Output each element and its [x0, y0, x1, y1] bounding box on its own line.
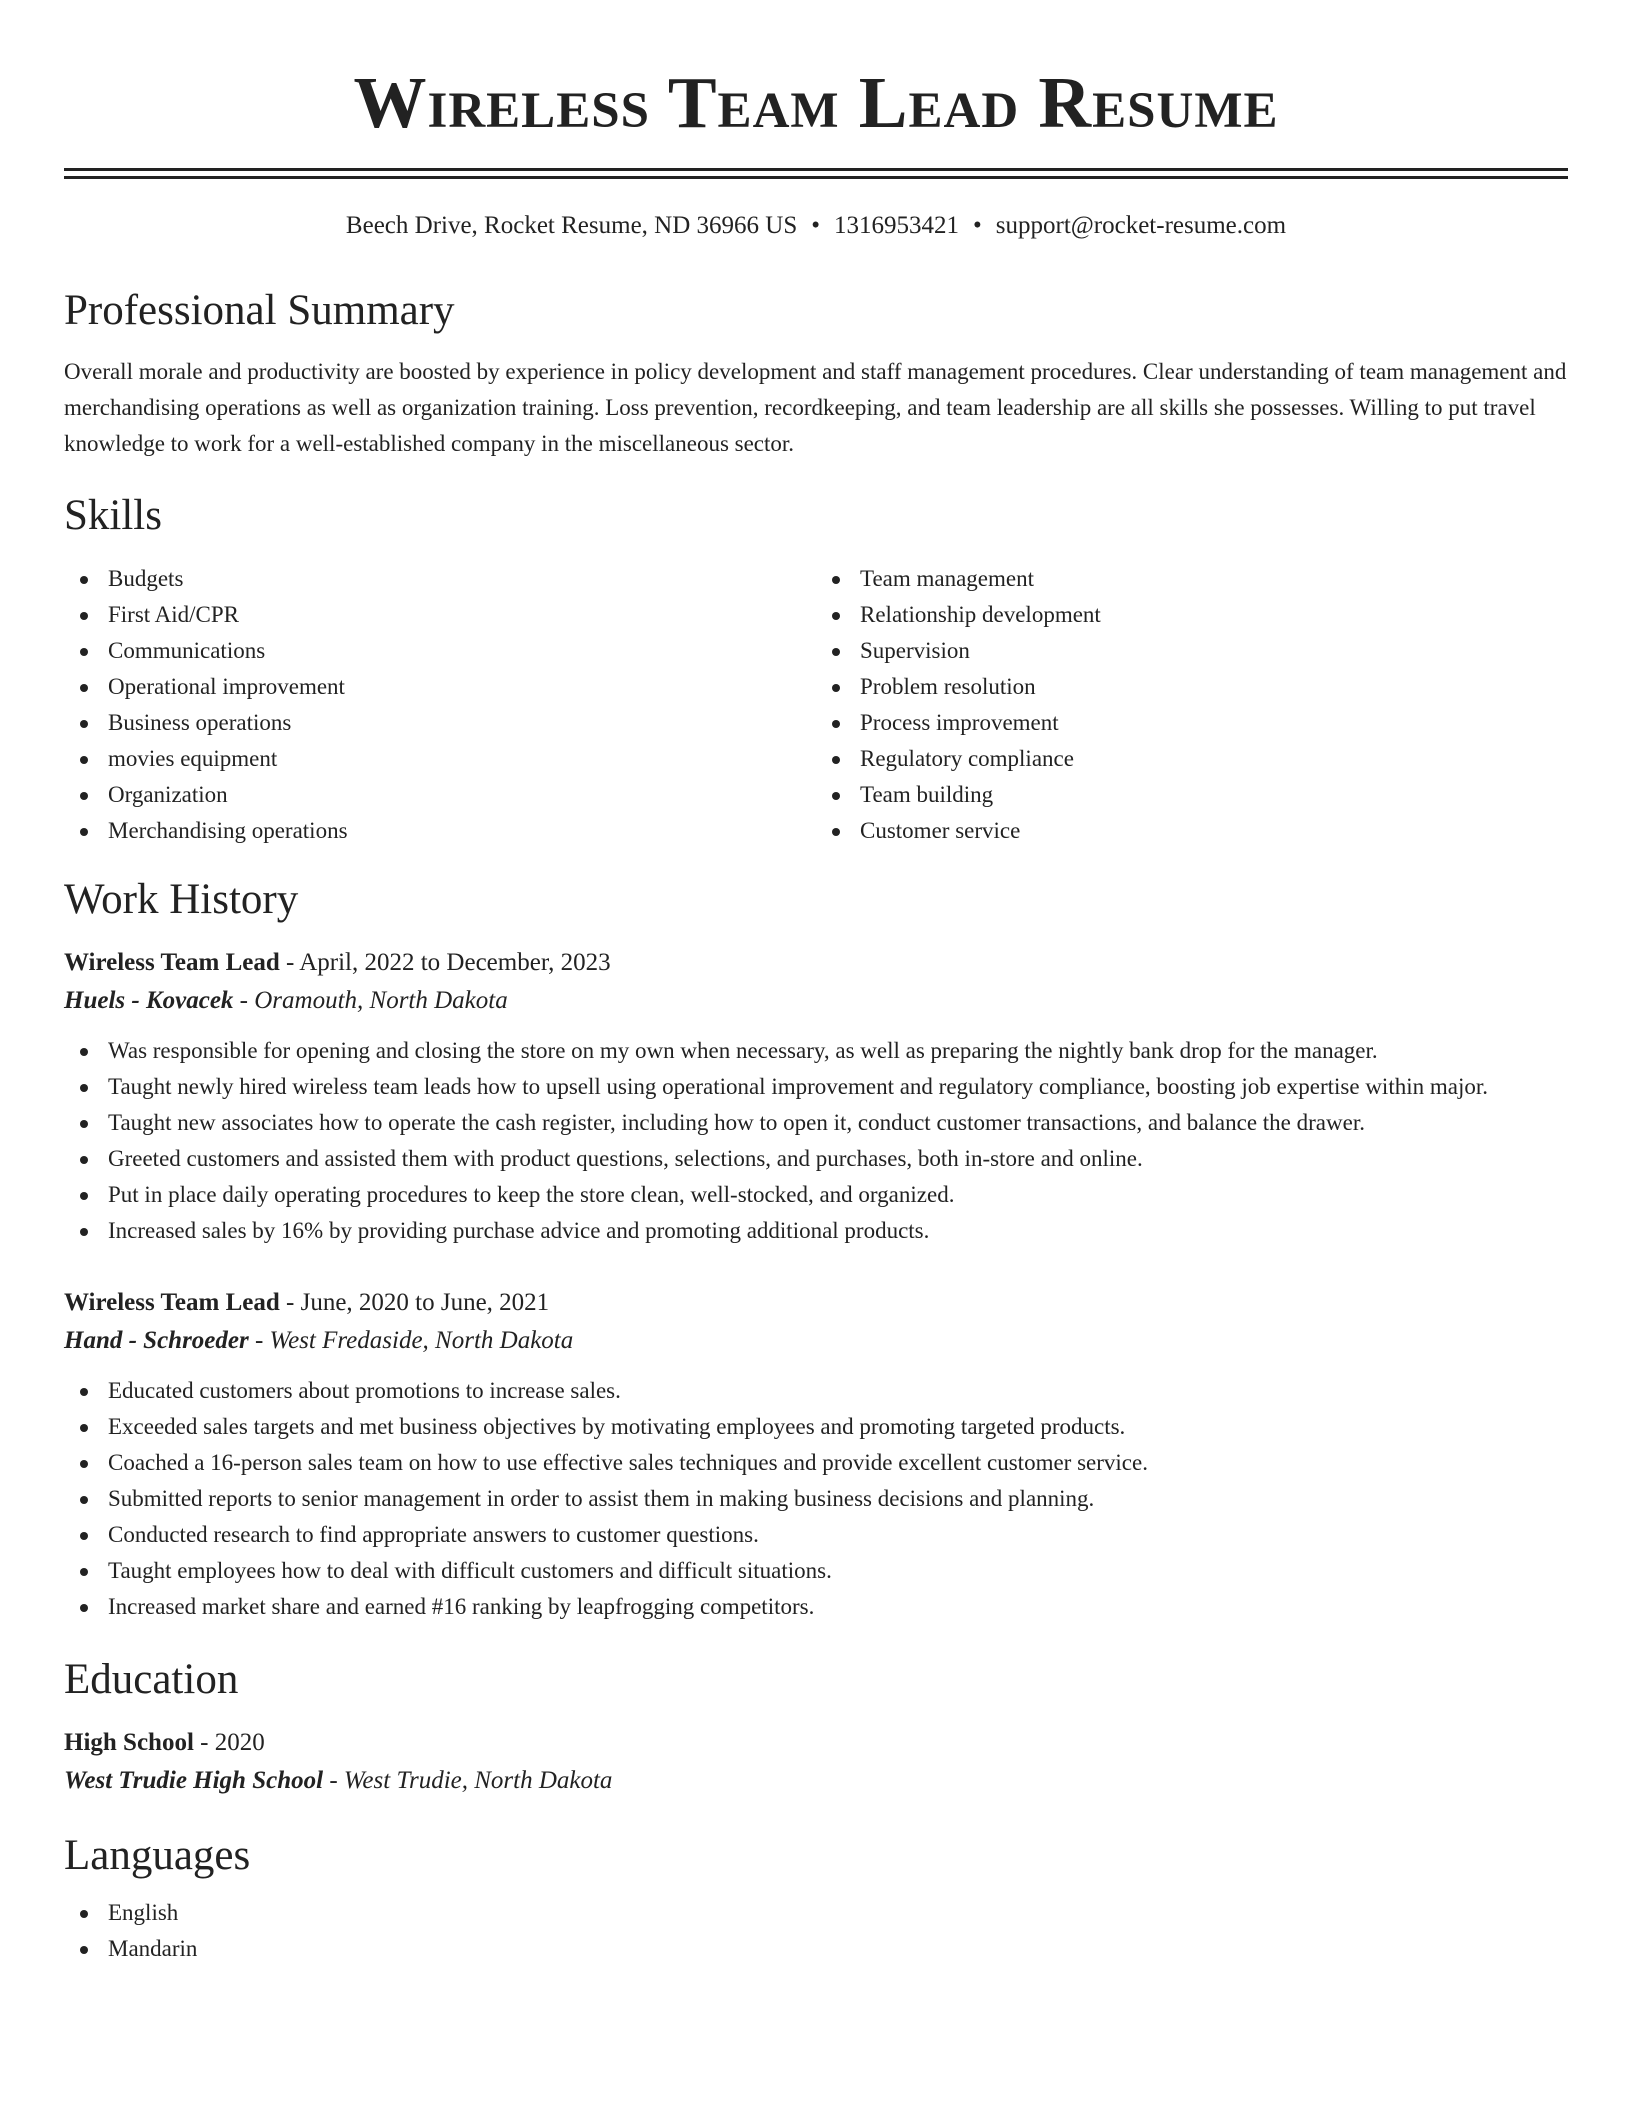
education-header: [64, 1725, 1568, 1761]
contact-phone: 1316953421: [834, 212, 959, 239]
job-bullet: Taught newly hired wireless team leads how to upsell using operational improvement and regulatory compliance, boosting job expertise within major.: [64, 1069, 1568, 1105]
job-employer: [64, 981, 1568, 1021]
skills-left-list: [64, 561, 816, 849]
job-bullet: Conducted research to find appropriate answers to customer questions.: [64, 1517, 1568, 1553]
job-location: - West Fredaside, North Dakota: [254, 1327, 574, 1354]
languages-list: [64, 1895, 1568, 1967]
skill-item: Regulatory compliance: [816, 741, 1568, 777]
skill-item: Communications: [64, 633, 816, 669]
skill-item: Supervision: [816, 633, 1568, 669]
education-school: West Trudie High School: [64, 1767, 324, 1794]
job-entry: [64, 945, 1568, 1249]
languages-heading: Languages: [64, 1832, 251, 1879]
job-bullet: Increased market share and earned #16 ranking by leapfrogging competitors.: [64, 1589, 1568, 1625]
resume-title: Wireless Team Lead Resume: [353, 62, 1279, 143]
education-year: - 2020: [200, 1729, 265, 1756]
work-history-heading: Work History: [64, 876, 299, 923]
skill-item: Budgets: [64, 561, 816, 597]
job-dates: - June, 2020 to June, 2021: [286, 1289, 550, 1316]
job-title: Wireless Team Lead: [64, 1289, 280, 1316]
contact-email: support@rocket-resume.com: [995, 212, 1287, 239]
job-location: - Oramouth, North Dakota: [239, 987, 508, 1014]
contact-address: Beech Drive, Rocket Resume, ND 36966 US: [345, 212, 798, 239]
skill-item: Team management: [816, 561, 1568, 597]
job-bullet: Greeted customers and assisted them with product questions, selections, and purchases, both in-store and online.: [64, 1141, 1568, 1177]
skill-item: Process improvement: [816, 705, 1568, 741]
language-item: Mandarin: [64, 1931, 1568, 1967]
title-double-rule: [64, 168, 1568, 179]
summary-text: Overall morale and productivity are boosted by experience in policy development and staff management procedures. Clear understanding of team management and merchandising operations as well as organization training. Loss prevention, recordkeeping, and team leadership are all skills she possesses. Willing to put travel knowledge to work for a well-established company in the miscellaneous sector.: [64, 359, 1567, 456]
education-school-line: [64, 1761, 1568, 1801]
skill-item: Problem resolution: [816, 669, 1568, 705]
contact-separator: •: [973, 212, 982, 239]
contact-separator: •: [811, 212, 820, 239]
skill-item: Organization: [64, 777, 816, 813]
education-degree: High School: [64, 1729, 194, 1756]
job-bullet: Submitted reports to senior management in order to assist them in making business decisions and planning.: [64, 1481, 1568, 1517]
job-bullet: Was responsible for opening and closing the store on my own when necessary, as well as preparing the nightly bank drop for the manager.: [64, 1033, 1568, 1069]
job-bullet: Increased sales by 16% by providing purchase advice and promoting additional products.: [64, 1213, 1568, 1249]
job-entry: [64, 1285, 1568, 1625]
job-bullet: Educated customers about promotions to increase sales.: [64, 1373, 1568, 1409]
job-dates: - April, 2022 to December, 2023: [286, 949, 611, 976]
skills-heading: Skills: [64, 492, 162, 539]
skill-item: First Aid/CPR: [64, 597, 816, 633]
skill-item: Operational improvement: [64, 669, 816, 705]
skill-item: Merchandising operations: [64, 813, 816, 849]
skill-item: Business operations: [64, 705, 816, 741]
skill-item: Customer service: [816, 813, 1568, 849]
education-heading: Education: [64, 1656, 239, 1703]
skills-columns: [64, 561, 1568, 849]
job-bullet-list: [64, 1373, 1568, 1625]
job-bullet: Taught employees how to deal with difficult customers and difficult situations.: [64, 1553, 1568, 1589]
job-title: Wireless Team Lead: [64, 949, 280, 976]
skill-item: Team building: [816, 777, 1568, 813]
language-item: English: [64, 1895, 1568, 1931]
job-employer: [64, 1321, 1568, 1361]
skill-item: Relationship development: [816, 597, 1568, 633]
contact-line: [64, 211, 1568, 241]
job-bullet: Taught new associates how to operate the cash register, including how to open it, conduct customer transactions, and balance the drawer.: [64, 1105, 1568, 1141]
job-header: [64, 945, 1568, 981]
job-company: Huels - Kovacek: [64, 987, 234, 1014]
job-bullet: Put in place daily operating procedures to keep the store clean, well-stocked, and organized.: [64, 1177, 1568, 1213]
skills-right-list: [816, 561, 1568, 849]
education-location: - West Trudie, North Dakota: [329, 1767, 613, 1794]
job-company: Hand - Schroeder: [64, 1327, 249, 1354]
summary-heading: Professional Summary: [64, 287, 455, 334]
skill-item: movies equipment: [64, 741, 816, 777]
job-bullet: Exceeded sales targets and met business objectives by motivating employees and promoting targeted products.: [64, 1409, 1568, 1445]
job-header: [64, 1285, 1568, 1321]
job-bullet: Coached a 16-person sales team on how to use effective sales techniques and provide excellent customer service.: [64, 1445, 1568, 1481]
job-bullet-list: [64, 1033, 1568, 1249]
